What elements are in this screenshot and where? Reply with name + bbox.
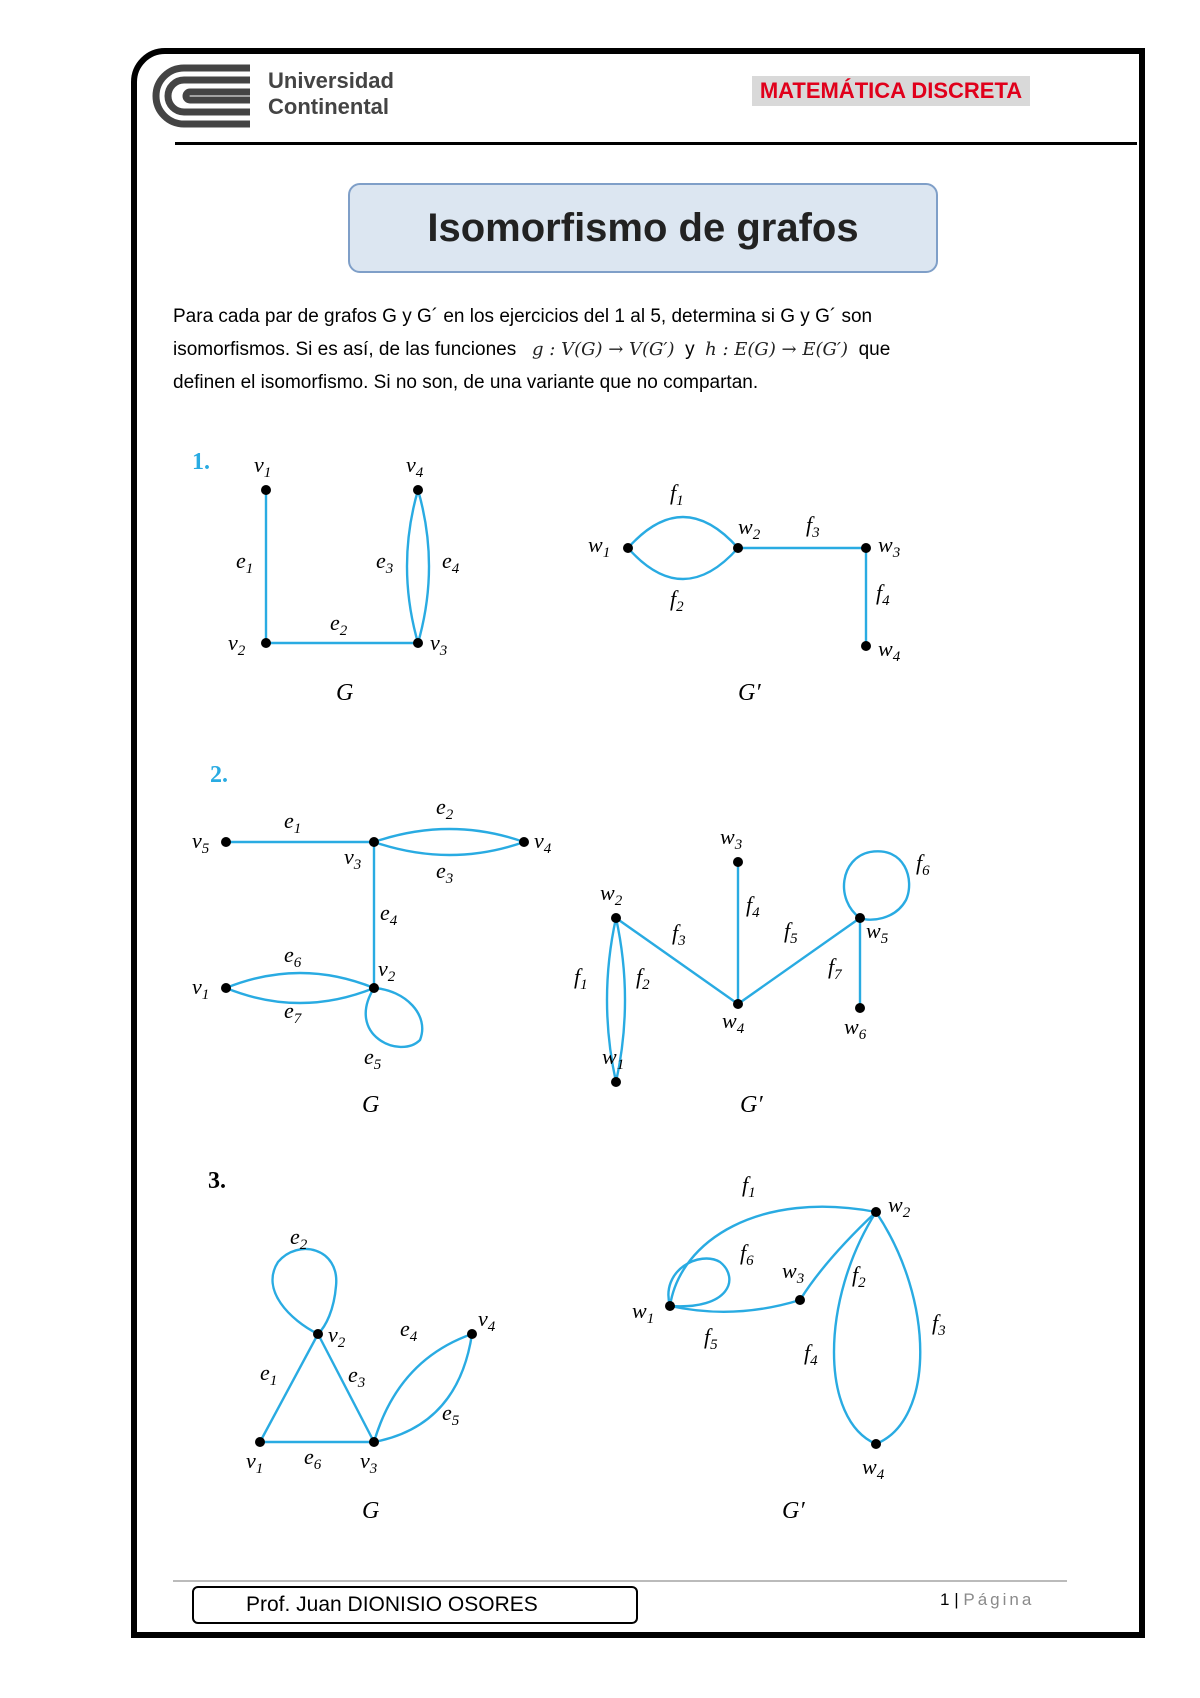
edge-e3 bbox=[407, 490, 418, 643]
vertex-w1 bbox=[665, 1301, 675, 1311]
edge-e4 bbox=[418, 490, 429, 643]
label-e3: $e_3$ bbox=[348, 1362, 366, 1391]
instructions-line2-end: que bbox=[858, 339, 891, 360]
label-e5: $e_5$ bbox=[364, 1044, 382, 1073]
label-v2: $v_2$ bbox=[228, 630, 246, 659]
label-f1: $f_1$ bbox=[742, 1172, 756, 1201]
vertex-w2 bbox=[611, 913, 621, 923]
exercise-3-graph-Gprime bbox=[632, 1172, 946, 1524]
label-f4: $f_4$ bbox=[804, 1340, 818, 1369]
vertex-w1 bbox=[611, 1077, 621, 1087]
vertex-w6 bbox=[855, 1003, 865, 1013]
label-f2: $f_2$ bbox=[852, 1262, 866, 1291]
label-f6: $f_6$ bbox=[916, 850, 930, 879]
label-f3: $f_3$ bbox=[806, 512, 820, 541]
vertex-w2 bbox=[871, 1207, 881, 1217]
label-w3: $w_3$ bbox=[782, 1258, 805, 1287]
label-f2: $f_2$ bbox=[670, 586, 684, 615]
vertex-v1 bbox=[261, 485, 271, 495]
label-f3: $f_3$ bbox=[932, 1310, 946, 1339]
label-w3: $w_3$ bbox=[720, 824, 743, 853]
label-e4: $e_4$ bbox=[380, 900, 398, 929]
label-f5: $f_5$ bbox=[704, 1324, 718, 1353]
label-e5: $e_5$ bbox=[442, 1400, 460, 1429]
label-v3: $v_3$ bbox=[344, 844, 362, 873]
edge-f1 bbox=[670, 1207, 876, 1306]
label-w6: $w_6$ bbox=[844, 1014, 867, 1043]
edge-e2 bbox=[273, 1249, 337, 1334]
label-v1: $v_1$ bbox=[254, 452, 272, 481]
label-e1: $e_1$ bbox=[284, 808, 302, 837]
professor-name: Prof. Juan DIONISIO OSORES bbox=[192, 1586, 638, 1624]
vertex-w4 bbox=[861, 641, 871, 651]
label-v1: $v_1$ bbox=[192, 974, 210, 1003]
label-e4: $e_4$ bbox=[442, 548, 460, 577]
label-e7: $e_7$ bbox=[284, 998, 302, 1027]
label-v3: $v_3$ bbox=[360, 1448, 378, 1477]
graph-name-G: G bbox=[362, 1092, 380, 1118]
exercise-3-graph-G bbox=[246, 1224, 496, 1524]
vertex-v2 bbox=[261, 638, 271, 648]
graph-name-Gprime: G′ bbox=[782, 1498, 805, 1524]
graph-name-Gprime: G′ bbox=[740, 1092, 763, 1118]
vertex-w2 bbox=[733, 543, 743, 553]
label-e2: $e_2$ bbox=[290, 1224, 308, 1253]
exercise-2-number: 2. bbox=[210, 762, 228, 788]
label-v4: $v_4$ bbox=[478, 1306, 496, 1335]
page-number bbox=[940, 1590, 1034, 1610]
vertex-v2 bbox=[369, 983, 379, 993]
instructions-y: y bbox=[685, 339, 695, 360]
exercise-3-number: 3. bbox=[208, 1168, 226, 1194]
label-w1: $w_1$ bbox=[602, 1044, 625, 1073]
label-w1: $w_1$ bbox=[588, 532, 611, 561]
instructions-line1: Para cada par de grafos G y G´ en los ejercicios del 1 al 5, determina si G y G´ son bbox=[173, 306, 873, 327]
edge-f5 bbox=[738, 918, 860, 1004]
label-w4: $w_4$ bbox=[862, 1454, 885, 1483]
vertex-w4 bbox=[871, 1439, 881, 1449]
university-name-line1: Universidad bbox=[268, 68, 394, 93]
vertex-v2 bbox=[313, 1329, 323, 1339]
label-e4: $e_4$ bbox=[400, 1316, 418, 1345]
footer-divider bbox=[173, 1580, 1067, 1582]
label-w1: $w_1$ bbox=[632, 1298, 655, 1327]
vertex-w1 bbox=[623, 543, 633, 553]
edge-e2 bbox=[374, 829, 524, 842]
instructions-line2-start: isomorfismos. Si es así, de las funciones bbox=[173, 339, 517, 360]
vertex-v3 bbox=[369, 1437, 379, 1447]
exercise-1-graph-G bbox=[228, 452, 460, 706]
formula-g: g : V(G) → V(G′) bbox=[532, 339, 675, 360]
graph-name-G: G bbox=[362, 1498, 380, 1524]
formula-h: h : E(G) → E(G′) bbox=[705, 339, 849, 360]
page-number-value: 1 bbox=[940, 1590, 950, 1609]
edge-e3 bbox=[318, 1334, 374, 1442]
vertex-w5 bbox=[855, 913, 865, 923]
edge-f6 bbox=[844, 851, 909, 919]
label-f3: $f_3$ bbox=[672, 920, 686, 949]
label-v3: $v_3$ bbox=[430, 630, 448, 659]
label-v4: $v_4$ bbox=[406, 452, 424, 481]
vertex-v4 bbox=[519, 837, 529, 847]
label-e1: $e_1$ bbox=[236, 548, 254, 577]
exercise-2-graph-G bbox=[192, 794, 552, 1118]
label-w4: $w_4$ bbox=[878, 636, 901, 665]
graph-name-G: G bbox=[336, 680, 354, 706]
label-f7: $f_7$ bbox=[828, 954, 842, 983]
vertex-v1 bbox=[221, 983, 231, 993]
label-w2: $w_2$ bbox=[888, 1192, 911, 1221]
edge-f1 bbox=[628, 517, 738, 548]
vertex-w3 bbox=[795, 1295, 805, 1305]
page-word: Página bbox=[963, 1590, 1035, 1609]
label-v2: $v_2$ bbox=[378, 956, 396, 985]
edge-e3 bbox=[374, 842, 524, 855]
exercise-1-graph-Gprime bbox=[588, 480, 901, 706]
label-f2: $f_2$ bbox=[636, 964, 650, 993]
edge-e7 bbox=[226, 988, 374, 1003]
label-w2: $w_2$ bbox=[600, 880, 623, 909]
edge-f2 bbox=[628, 548, 738, 579]
label-e6: $e_6$ bbox=[304, 1444, 322, 1473]
vertex-v3 bbox=[413, 638, 423, 648]
label-e3: $e_3$ bbox=[436, 858, 454, 887]
label-e2: $e_2$ bbox=[330, 610, 348, 639]
label-e3: $e_3$ bbox=[376, 548, 394, 577]
edge-e1 bbox=[260, 1334, 318, 1442]
exercise-2-graph-Gprime bbox=[574, 824, 930, 1118]
edge-f3 bbox=[876, 1212, 920, 1444]
label-w2: $w_2$ bbox=[738, 514, 761, 543]
label-f1: $f_1$ bbox=[574, 964, 588, 993]
university-name-line2: Continental bbox=[268, 94, 389, 119]
label-e6: $e_6$ bbox=[284, 942, 302, 971]
label-v5: $v_5$ bbox=[192, 828, 210, 857]
vertex-v5 bbox=[221, 837, 231, 847]
label-e2: $e_2$ bbox=[436, 794, 454, 823]
label-f4: $f_4$ bbox=[746, 892, 760, 921]
label-v4: $v_4$ bbox=[534, 828, 552, 857]
label-v1: $v_1$ bbox=[246, 1448, 264, 1477]
label-f4: $f_4$ bbox=[876, 580, 890, 609]
label-e1: $e_1$ bbox=[260, 1360, 278, 1389]
graph-name-Gprime: G′ bbox=[738, 680, 761, 706]
label-v2: $v_2$ bbox=[328, 1322, 346, 1351]
page-title: Isomorfismo de grafos bbox=[427, 205, 859, 250]
vertex-v1 bbox=[255, 1437, 265, 1447]
vertex-v4 bbox=[413, 485, 423, 495]
vertex-v3 bbox=[369, 837, 379, 847]
vertex-v4 bbox=[467, 1329, 477, 1339]
vertex-w3 bbox=[861, 543, 871, 553]
label-w4: $w_4$ bbox=[722, 1008, 745, 1037]
edge-e6 bbox=[226, 973, 374, 988]
exercise-1-number: 1. bbox=[192, 449, 210, 475]
edge-e5 bbox=[366, 988, 423, 1047]
label-f6: $f_6$ bbox=[740, 1240, 754, 1269]
course-title: MATEMÁTICA DISCRETA bbox=[752, 76, 1030, 106]
label-f1: $f_1$ bbox=[670, 480, 684, 509]
instructions-line3: definen el isomorfismo. Si no son, de una variante que no compartan. bbox=[173, 372, 759, 393]
label-f5: $f_5$ bbox=[784, 918, 798, 947]
label-w3: $w_3$ bbox=[878, 532, 901, 561]
vertex-w3 bbox=[733, 857, 743, 867]
page-number-separator: | bbox=[954, 1590, 959, 1609]
label-w5: $w_5$ bbox=[866, 918, 889, 947]
